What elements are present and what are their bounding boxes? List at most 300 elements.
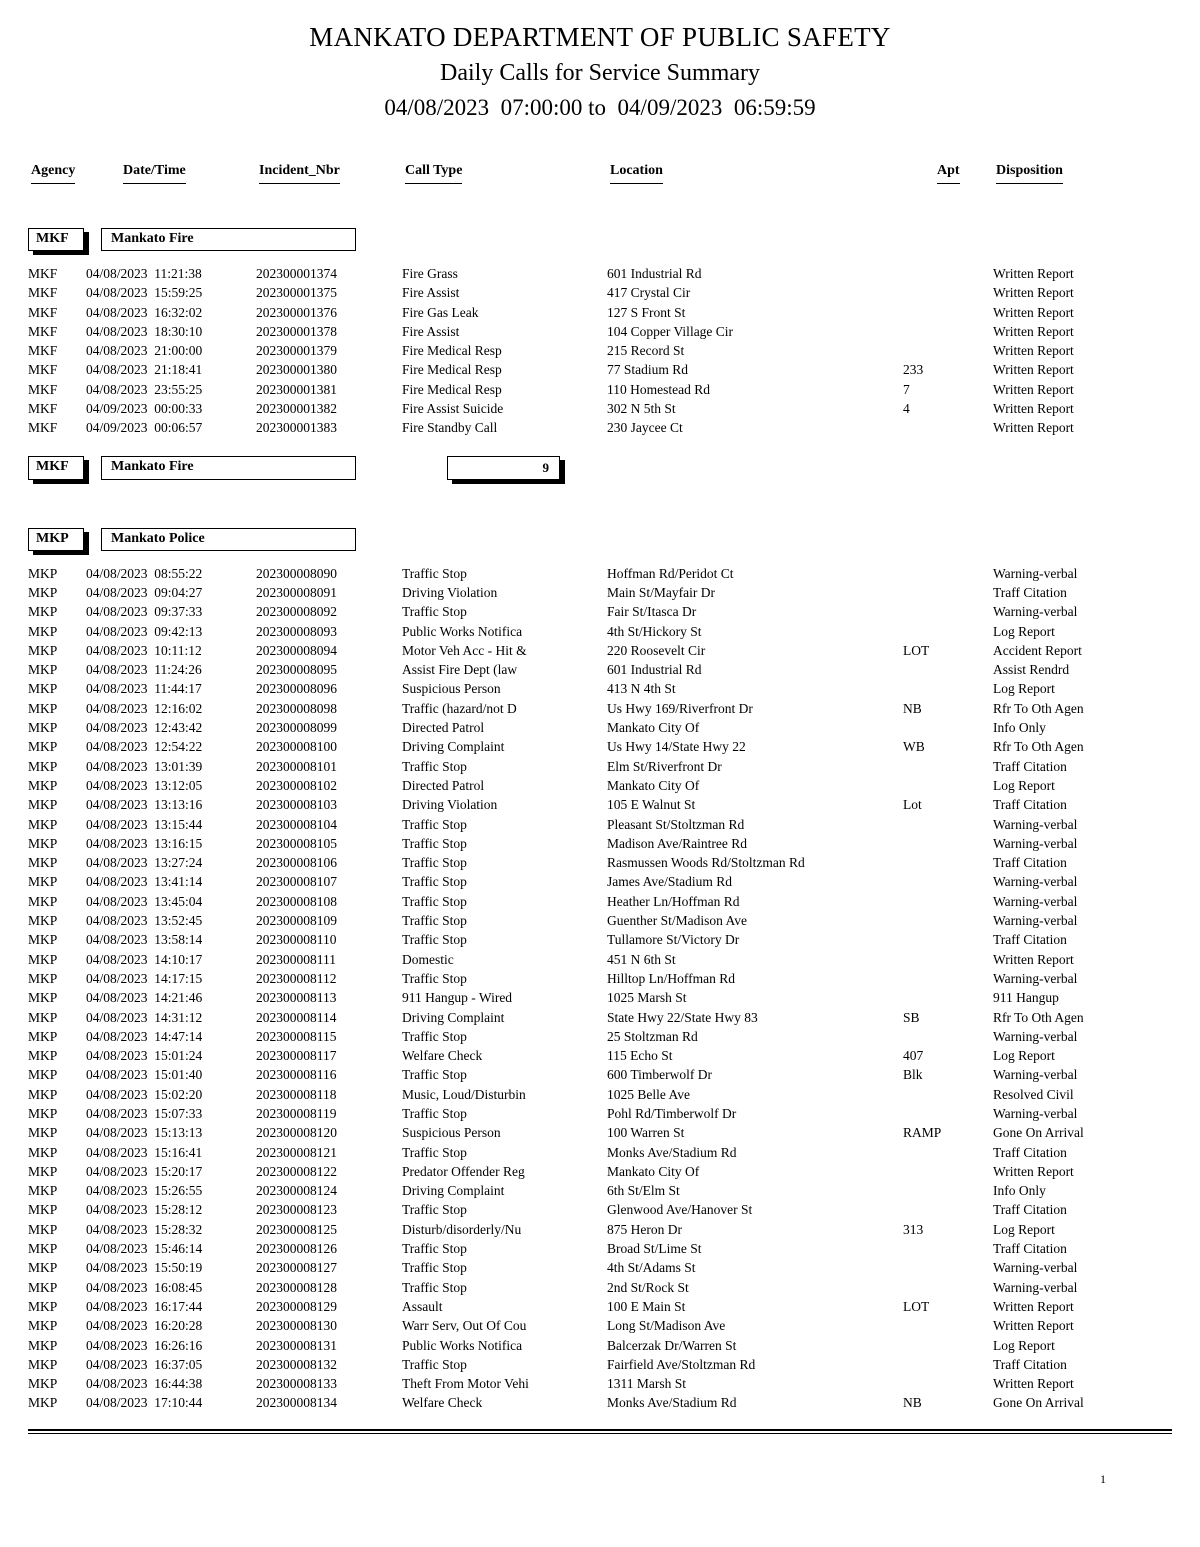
- cell-location: Pohl Rd/Timberwolf Dr: [607, 1105, 737, 1121]
- cell-incident-nbr: 202300008102: [256, 777, 337, 793]
- call-row: [28, 418, 1172, 437]
- cell-agency: MKP: [28, 642, 58, 658]
- cell-call-type: Traffic Stop: [402, 1067, 467, 1083]
- cell-apt: [903, 930, 993, 949]
- report-title: MANKATO DEPARTMENT OF PUBLIC SAFETY: [309, 22, 891, 52]
- cell-location: James Ave/Stadium Rd: [607, 874, 732, 890]
- cell-agency: MKP: [28, 1260, 58, 1276]
- cell-apt: LOT: [903, 1298, 930, 1314]
- cell-call-type: Disturb/disorderly/Nu: [402, 1221, 522, 1237]
- cell-call-type: Music, Loud/Disturbin: [402, 1086, 526, 1102]
- cell-datetime: 04/08/2023 09:42:13: [86, 623, 203, 639]
- cell-call-type: Traffic Stop: [402, 913, 467, 929]
- call-row: [28, 815, 1172, 834]
- call-row: [28, 988, 1172, 1007]
- cell-datetime: 04/08/2023 13:45:04: [86, 893, 203, 909]
- cell-call-type: Motor Veh Acc - Hit &: [402, 642, 527, 658]
- cell-location: Us Hwy 14/State Hwy 22: [607, 739, 746, 755]
- cell-agency: MKP: [28, 662, 58, 678]
- cell-incident-nbr: 202300008133: [256, 1376, 337, 1392]
- cell-call-type: Traffic Stop: [402, 758, 467, 774]
- cell-location: Long St/Madison Ave: [607, 1318, 726, 1334]
- cell-agency: MKP: [28, 700, 58, 716]
- call-row: [28, 1027, 1172, 1046]
- cell-apt: [903, 679, 993, 698]
- cell-call-type: Traffic Stop: [402, 893, 467, 909]
- call-row: [28, 1065, 1172, 1084]
- cell-call-type: Traffic Stop: [402, 970, 467, 986]
- cell-apt: [903, 322, 993, 341]
- cell-apt: [903, 564, 993, 583]
- cell-agency: MKF: [28, 343, 58, 359]
- agency-name-box: Mankato Fire: [101, 228, 356, 251]
- cell-datetime: 04/08/2023 15:46:14: [86, 1241, 203, 1257]
- cell-disposition: Written Report: [993, 362, 1074, 378]
- cell-location: 6th St/Elm St: [607, 1183, 680, 1199]
- cell-datetime: 04/08/2023 15:07:33: [86, 1105, 203, 1121]
- call-row: [28, 892, 1172, 911]
- cell-incident-nbr: 202300008117: [256, 1048, 337, 1064]
- cell-datetime: 04/08/2023 11:24:26: [86, 662, 202, 678]
- cell-disposition: Gone On Arrival: [993, 1395, 1084, 1411]
- cell-datetime: 04/08/2023 15:13:13: [86, 1125, 203, 1141]
- cell-datetime: 04/08/2023 13:12:05: [86, 777, 203, 793]
- call-row: [28, 1355, 1172, 1374]
- cell-apt: 4: [903, 401, 910, 417]
- cell-datetime: 04/08/2023 12:16:02: [86, 700, 203, 716]
- cell-apt: [903, 1027, 993, 1046]
- call-row: [28, 737, 1172, 756]
- cell-incident-nbr: 202300008107: [256, 874, 337, 890]
- cell-datetime: 04/08/2023 13:41:14: [86, 874, 203, 890]
- cell-location: Broad St/Lime St: [607, 1241, 702, 1257]
- cell-disposition: Written Report: [993, 951, 1074, 967]
- cell-agency: MKP: [28, 1009, 58, 1025]
- cell-call-type: Traffic Stop: [402, 932, 467, 948]
- call-row: [28, 583, 1172, 602]
- cell-disposition: Warning-verbal: [993, 1260, 1078, 1276]
- cell-call-type: Traffic Stop: [402, 604, 467, 620]
- cell-call-type: Fire Assist Suicide: [402, 401, 504, 417]
- cell-incident-nbr: 202300008096: [256, 681, 337, 697]
- call-row: [28, 322, 1172, 341]
- cell-call-type: Suspicious Person: [402, 681, 501, 697]
- cell-datetime: 04/08/2023 13:15:44: [86, 816, 203, 832]
- cell-agency: MKP: [28, 1105, 58, 1121]
- cell-disposition: Rfr To Oth Agen: [993, 700, 1084, 716]
- cell-location: Monks Ave/Stadium Rd: [607, 1144, 737, 1160]
- agency-call-count-box: 9: [447, 456, 560, 480]
- cell-agency: MKP: [28, 1395, 58, 1411]
- cell-disposition: Log Report: [993, 777, 1055, 793]
- cell-apt: NB: [903, 700, 922, 716]
- cell-location: Heather Ln/Hoffman Rd: [607, 893, 740, 909]
- call-row: [28, 283, 1172, 302]
- cell-incident-nbr: 202300008094: [256, 642, 337, 658]
- cell-agency: MKP: [28, 1048, 58, 1064]
- cell-agency: MKP: [28, 874, 58, 890]
- cell-disposition: Warning-verbal: [993, 1067, 1078, 1083]
- call-row: [28, 564, 1172, 583]
- cell-datetime: 04/08/2023 15:59:25: [86, 285, 203, 301]
- call-row: [28, 641, 1172, 660]
- report-subtitle: Daily Calls for Service Summary: [440, 60, 760, 86]
- cell-disposition: Written Report: [993, 381, 1074, 397]
- cell-location: 1025 Marsh St: [607, 990, 687, 1006]
- cell-apt: [903, 950, 993, 969]
- cell-datetime: 04/08/2023 08:55:22: [86, 565, 203, 581]
- cell-incident-nbr: 202300001380: [256, 362, 337, 378]
- cell-disposition: Written Report: [993, 420, 1074, 436]
- cell-agency: MKP: [28, 1125, 58, 1141]
- cell-agency: MKP: [28, 720, 58, 736]
- cell-location: Main St/Mayfair Dr: [607, 584, 715, 600]
- cell-apt: [903, 969, 993, 988]
- call-row: [28, 1278, 1172, 1297]
- cell-datetime: 04/08/2023 21:18:41: [86, 362, 203, 378]
- cell-incident-nbr: 202300008131: [256, 1337, 337, 1353]
- cell-agency: MKP: [28, 1183, 58, 1199]
- cell-location: Madison Ave/Raintree Rd: [607, 835, 747, 851]
- cell-datetime: 04/08/2023 21:00:00: [86, 343, 203, 359]
- call-row: [28, 1123, 1172, 1142]
- cell-datetime: 04/08/2023 23:55:25: [86, 381, 203, 397]
- call-row: [28, 1104, 1172, 1123]
- cell-incident-nbr: 202300008092: [256, 604, 337, 620]
- cell-incident-nbr: 202300008111: [256, 951, 336, 967]
- cell-apt: [903, 892, 993, 911]
- cell-apt: [903, 602, 993, 621]
- cell-incident-nbr: 202300008101: [256, 758, 337, 774]
- cell-location: Guenther St/Madison Ave: [607, 913, 747, 929]
- cell-agency: MKF: [28, 323, 58, 339]
- call-row: [28, 1336, 1172, 1355]
- report-body: [28, 228, 1172, 1413]
- cell-disposition: Written Report: [993, 285, 1074, 301]
- call-row: [28, 602, 1172, 621]
- cell-disposition: Info Only: [993, 720, 1046, 736]
- cell-datetime: 04/08/2023 11:21:38: [86, 266, 202, 281]
- cell-call-type: Traffic Stop: [402, 1260, 467, 1276]
- cell-agency: MKP: [28, 1279, 58, 1295]
- cell-disposition: Warning-verbal: [993, 604, 1078, 620]
- agency-name-box: Mankato Police: [101, 528, 356, 551]
- cell-location: 451 N 6th St: [607, 951, 676, 967]
- cell-disposition: Written Report: [993, 401, 1074, 417]
- cell-apt: [903, 1200, 993, 1219]
- cell-location: Pleasant St/Stoltzman Rd: [607, 816, 745, 832]
- call-row: [28, 622, 1172, 641]
- cell-location: 127 S Front St: [607, 304, 686, 320]
- cell-agency: MKF: [28, 420, 58, 436]
- cell-datetime: 04/08/2023 16:44:38: [86, 1376, 203, 1392]
- agency-name-box: Mankato Fire: [101, 456, 356, 480]
- cell-disposition: Rfr To Oth Agen: [993, 739, 1084, 755]
- cell-call-type: Traffic Stop: [402, 1105, 467, 1121]
- cell-apt: [903, 1181, 993, 1200]
- call-row: [28, 303, 1172, 322]
- cell-call-type: Driving Complaint: [402, 739, 505, 755]
- cell-disposition: Warning-verbal: [993, 970, 1078, 986]
- cell-call-type: Directed Patrol: [402, 777, 485, 793]
- cell-call-type: Traffic Stop: [402, 855, 467, 871]
- cell-incident-nbr: 202300008118: [256, 1086, 337, 1102]
- cell-datetime: 04/08/2023 15:50:19: [86, 1260, 203, 1276]
- cell-incident-nbr: 202300008105: [256, 835, 337, 851]
- cell-incident-nbr: 202300008123: [256, 1202, 337, 1218]
- cell-incident-nbr: 202300008116: [256, 1067, 337, 1083]
- cell-incident-nbr: 202300008120: [256, 1125, 337, 1141]
- cell-location: 417 Crystal Cir: [607, 285, 691, 301]
- cell-call-type: Fire Assist: [402, 285, 460, 301]
- call-row: [28, 1008, 1172, 1027]
- cell-location: 100 E Main St: [607, 1298, 686, 1314]
- cell-call-type: Welfare Check: [402, 1048, 483, 1064]
- cell-disposition: Warning-verbal: [993, 816, 1078, 832]
- cell-call-type: Traffic Stop: [402, 874, 467, 890]
- cell-disposition: Traff Citation: [993, 797, 1067, 813]
- cell-datetime: 04/08/2023 14:47:14: [86, 1028, 203, 1044]
- cell-datetime: 04/08/2023 16:32:02: [86, 304, 203, 320]
- page-number: 1: [1100, 1472, 1106, 1486]
- cell-agency: MKP: [28, 739, 58, 755]
- column-header-call-type: Call Type: [402, 163, 607, 184]
- cell-incident-nbr: 202300008128: [256, 1279, 337, 1295]
- cell-agency: MKP: [28, 835, 58, 851]
- cell-location: 104 Copper Village Cir: [607, 323, 734, 339]
- cell-agency: MKP: [28, 565, 58, 581]
- call-row: [28, 660, 1172, 679]
- cell-call-type: Directed Patrol: [402, 720, 485, 736]
- cell-datetime: 04/08/2023 15:28:32: [86, 1221, 203, 1237]
- agency-section-footer: [28, 456, 1172, 480]
- cell-apt: [903, 872, 993, 891]
- call-row: [28, 853, 1172, 872]
- cell-location: 1025 Belle Ave: [607, 1086, 690, 1102]
- cell-call-type: Fire Medical Resp: [402, 343, 502, 359]
- cell-apt: RAMP: [903, 1125, 942, 1141]
- cell-location: 302 N 5th St: [607, 401, 676, 417]
- cell-location: Hoffman Rd/Peridot Ct: [607, 565, 734, 581]
- cell-call-type: Welfare Check: [402, 1395, 483, 1411]
- cell-apt: [903, 418, 993, 437]
- cell-location: Hilltop Ln/Hoffman Rd: [607, 970, 735, 986]
- cell-disposition: Log Report: [993, 623, 1055, 639]
- cell-disposition: Written Report: [993, 266, 1074, 281]
- cell-datetime: 04/08/2023 09:04:27: [86, 584, 203, 600]
- cell-datetime: 04/08/2023 16:20:28: [86, 1318, 203, 1334]
- cell-disposition: Warning-verbal: [993, 893, 1078, 909]
- cell-disposition: Assist Rendrd: [993, 662, 1070, 678]
- cell-datetime: 04/08/2023 09:37:33: [86, 604, 203, 620]
- cell-disposition: Info Only: [993, 1183, 1046, 1199]
- call-row: [28, 1181, 1172, 1200]
- cell-datetime: 04/08/2023 15:28:12: [86, 1202, 203, 1218]
- call-row: [28, 930, 1172, 949]
- cell-location: Fairfield Ave/Stoltzman Rd: [607, 1356, 756, 1372]
- cell-disposition: Traff Citation: [993, 1202, 1067, 1218]
- cell-apt: [903, 988, 993, 1007]
- cell-agency: MKP: [28, 1163, 58, 1179]
- column-header-incident-nbr: Incident_Nbr: [256, 163, 402, 184]
- cell-location: 230 Jaycee Ct: [607, 420, 683, 436]
- cell-disposition: Resolved Civil: [993, 1086, 1074, 1102]
- cell-disposition: Warning-verbal: [993, 874, 1078, 890]
- cell-agency: MKF: [28, 401, 58, 417]
- cell-location: Mankato City Of: [607, 777, 700, 793]
- cell-datetime: 04/08/2023 18:30:10: [86, 323, 203, 339]
- cell-datetime: 04/08/2023 15:20:17: [86, 1163, 203, 1179]
- cell-call-type: Fire Medical Resp: [402, 381, 502, 397]
- cell-agency: MKP: [28, 1202, 58, 1218]
- cell-apt: [903, 834, 993, 853]
- cell-agency: MKP: [28, 932, 58, 948]
- cell-disposition: Written Report: [993, 323, 1074, 339]
- cell-location: Us Hwy 169/Riverfront Dr: [607, 700, 753, 716]
- cell-call-type: Traffic Stop: [402, 1279, 467, 1295]
- cell-agency: MKP: [28, 1356, 58, 1372]
- cell-location: 4th St/Adams St: [607, 1260, 696, 1276]
- cell-location: Rasmussen Woods Rd/Stoltzman Rd: [607, 855, 805, 871]
- cell-apt: [903, 1085, 993, 1104]
- cell-incident-nbr: 202300008126: [256, 1241, 337, 1257]
- cell-location: 100 Warren St: [607, 1125, 685, 1141]
- cell-location: 1311 Marsh St: [607, 1376, 687, 1392]
- cell-apt: Lot: [903, 797, 922, 813]
- cell-agency: MKP: [28, 1086, 58, 1102]
- cell-disposition: 911 Hangup: [993, 990, 1059, 1006]
- cell-agency: MKP: [28, 681, 58, 697]
- cell-incident-nbr: 202300001381: [256, 381, 337, 397]
- cell-incident-nbr: 202300008098: [256, 700, 337, 716]
- cell-apt: SB: [903, 1009, 920, 1025]
- cell-incident-nbr: 202300008106: [256, 855, 337, 871]
- cell-agency: MKP: [28, 990, 58, 1006]
- agency-section: [28, 228, 1172, 480]
- cell-disposition: Written Report: [993, 1376, 1074, 1392]
- cell-apt: [903, 660, 993, 679]
- cell-disposition: Traff Citation: [993, 1356, 1067, 1372]
- cell-incident-nbr: 202300008104: [256, 816, 337, 832]
- cell-disposition: Traff Citation: [993, 855, 1067, 871]
- call-row: [28, 699, 1172, 718]
- cell-disposition: Written Report: [993, 1298, 1074, 1314]
- cell-datetime: 04/08/2023 12:54:22: [86, 739, 203, 755]
- call-row: [28, 1200, 1172, 1219]
- cell-disposition: Warning-verbal: [993, 1028, 1078, 1044]
- cell-agency: MKP: [28, 1298, 58, 1314]
- cell-agency: MKP: [28, 1067, 58, 1083]
- cell-incident-nbr: 202300001383: [256, 420, 337, 436]
- cell-call-type: Traffic (hazard/not D: [402, 700, 517, 716]
- cell-apt: [903, 1162, 993, 1181]
- cell-call-type: Traffic Stop: [402, 1241, 467, 1257]
- cell-disposition: Accident Report: [993, 642, 1082, 658]
- cell-disposition: Written Report: [993, 1318, 1074, 1334]
- cell-datetime: 04/08/2023 17:10:44: [86, 1395, 203, 1411]
- cell-apt: [903, 264, 993, 283]
- call-row: [28, 1162, 1172, 1181]
- cell-incident-nbr: 202300001374: [256, 266, 337, 281]
- cell-apt: [903, 283, 993, 302]
- cell-location: 875 Heron Dr: [607, 1221, 682, 1237]
- cell-apt: [903, 1278, 993, 1297]
- cell-datetime: 04/08/2023 13:01:39: [86, 758, 203, 774]
- cell-incident-nbr: 202300008130: [256, 1318, 337, 1334]
- cell-datetime: 04/08/2023 13:58:14: [86, 932, 203, 948]
- cell-location: State Hwy 22/State Hwy 83: [607, 1009, 758, 1025]
- cell-location: Elm St/Riverfront Dr: [607, 758, 722, 774]
- cell-apt: [903, 718, 993, 737]
- cell-agency: MKP: [28, 604, 58, 620]
- cell-datetime: 04/08/2023 16:26:16: [86, 1337, 203, 1353]
- cell-disposition: Warning-verbal: [993, 835, 1078, 851]
- call-row: [28, 679, 1172, 698]
- cell-apt: [903, 1316, 993, 1335]
- cell-disposition: Warning-verbal: [993, 1105, 1078, 1121]
- cell-call-type: Theft From Motor Vehi: [402, 1376, 529, 1392]
- call-row: [28, 1393, 1172, 1412]
- cell-datetime: 04/08/2023 13:16:15: [86, 835, 203, 851]
- cell-call-type: Domestic: [402, 951, 454, 967]
- cell-location: Monks Ave/Stadium Rd: [607, 1395, 737, 1411]
- call-row: [28, 1316, 1172, 1335]
- column-header-agency: Agency: [28, 163, 86, 184]
- cell-location: 2nd St/Rock St: [607, 1279, 689, 1295]
- column-header-datetime: Date/Time: [86, 163, 256, 184]
- cell-disposition: Warning-verbal: [993, 1279, 1078, 1295]
- cell-location: 601 Industrial Rd: [607, 662, 702, 678]
- cell-call-type: Predator Offender Reg: [402, 1163, 525, 1179]
- cell-agency: MKF: [28, 362, 58, 378]
- cell-agency: MKP: [28, 893, 58, 909]
- cell-datetime: 04/08/2023 15:02:20: [86, 1086, 203, 1102]
- cell-location: 110 Homestead Rd: [607, 381, 710, 397]
- cell-datetime: 04/08/2023 15:01:40: [86, 1067, 203, 1083]
- cell-apt: [903, 303, 993, 322]
- cell-apt: LOT: [903, 642, 930, 658]
- cell-agency: MKF: [28, 285, 58, 301]
- cell-datetime: 04/08/2023 14:10:17: [86, 951, 203, 967]
- cell-apt: [903, 1239, 993, 1258]
- cell-apt: 233: [903, 362, 924, 378]
- cell-agency: MKP: [28, 777, 58, 793]
- agency-code-box: MKP: [28, 528, 84, 551]
- cell-datetime: 04/08/2023 16:37:05: [86, 1356, 203, 1372]
- cell-apt: 407: [903, 1048, 924, 1064]
- cell-agency: MKP: [28, 1221, 58, 1237]
- call-row: [28, 1143, 1172, 1162]
- cell-apt: [903, 622, 993, 641]
- cell-agency: MKP: [28, 1144, 58, 1160]
- cell-incident-nbr: 202300008124: [256, 1183, 337, 1199]
- cell-location: Balcerzak Dr/Warren St: [607, 1337, 737, 1353]
- cell-disposition: Written Report: [993, 343, 1074, 359]
- cell-datetime: 04/08/2023 14:17:15: [86, 970, 203, 986]
- cell-apt: [903, 1143, 993, 1162]
- cell-apt: 7: [903, 381, 910, 397]
- column-header-location: Location: [607, 163, 903, 184]
- cell-incident-nbr: 202300008112: [256, 970, 337, 986]
- call-row: [28, 264, 1172, 283]
- cell-incident-nbr: 202300008125: [256, 1221, 337, 1237]
- cell-datetime: 04/08/2023 10:11:12: [86, 642, 202, 658]
- cell-apt: [903, 1104, 993, 1123]
- call-row: [28, 834, 1172, 853]
- cell-disposition: Log Report: [993, 1221, 1055, 1237]
- cell-call-type: Driving Violation: [402, 797, 498, 813]
- cell-datetime: 04/08/2023 14:31:12: [86, 1009, 203, 1025]
